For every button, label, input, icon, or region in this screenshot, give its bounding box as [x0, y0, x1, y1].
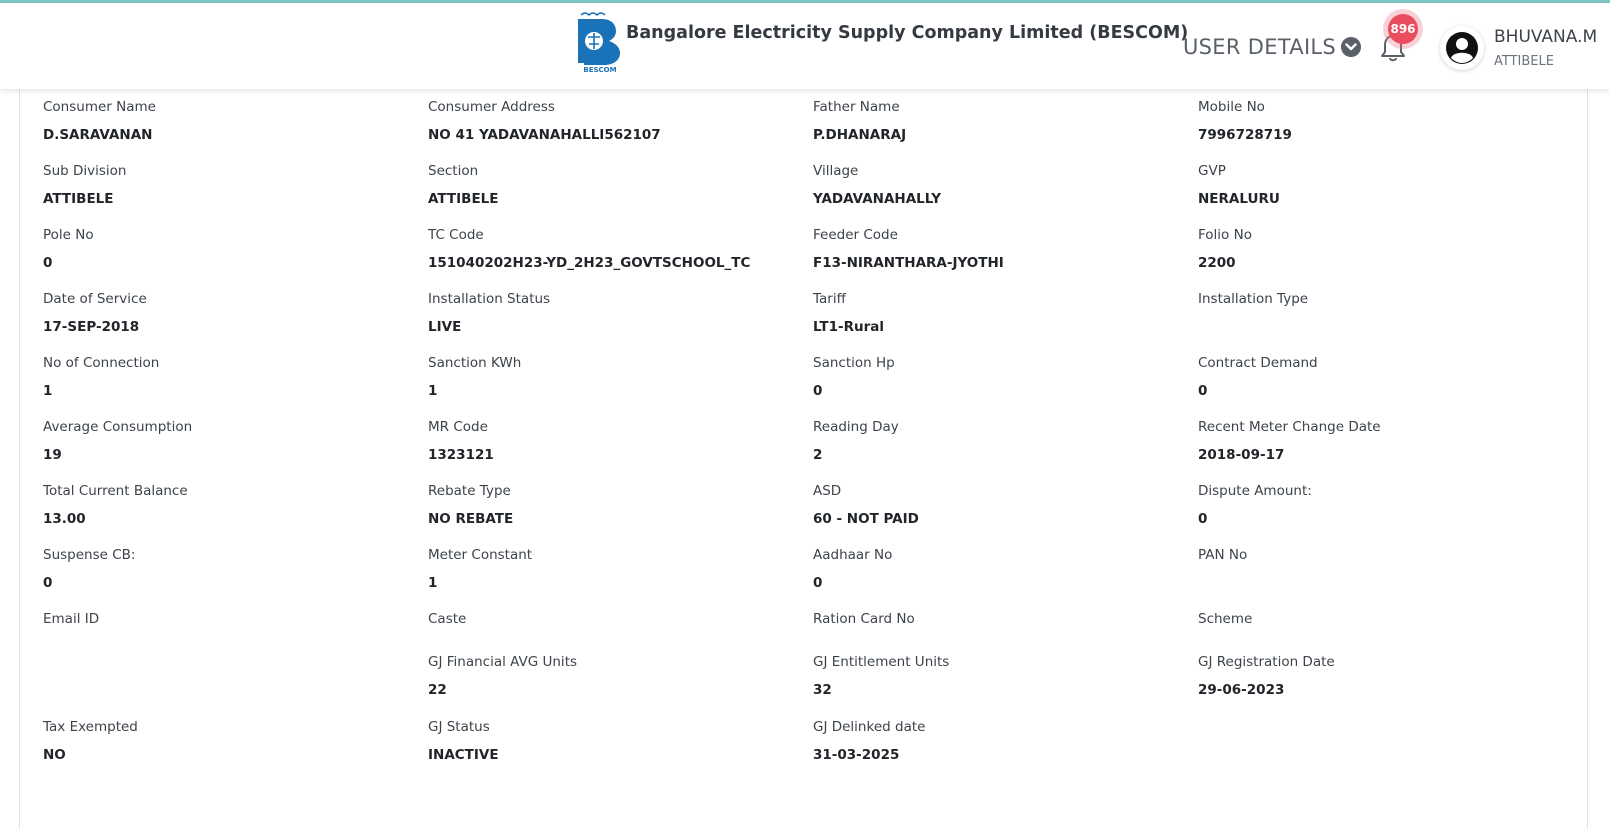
field-value: 0: [813, 383, 823, 399]
field-reading-day: [813, 417, 1193, 465]
field-value: NERALURU: [1198, 191, 1280, 207]
field-consumer-name: [43, 97, 423, 145]
field-value: 22: [428, 682, 447, 698]
field-label: Village: [813, 163, 859, 179]
field-scheme: [1198, 609, 1578, 657]
field-label: ASD: [813, 483, 842, 499]
user-location: ATTIBELE: [1494, 54, 1554, 69]
field-father-name: [813, 97, 1193, 145]
field-label: Tariff: [813, 291, 846, 307]
field-value: 0: [1198, 383, 1208, 399]
field-label: Feeder Code: [813, 227, 898, 243]
field-value: [1198, 317, 1578, 337]
field-sanction-hp: [813, 353, 1193, 401]
details-row: [43, 481, 1583, 545]
field-value: 0: [43, 575, 53, 591]
field-value: 60 - NOT PAID: [813, 511, 919, 527]
field-label: Sanction Hp: [813, 355, 895, 371]
field-value: 2: [813, 447, 823, 463]
field-aadhaar-no: [813, 545, 1193, 593]
field-mobile-no: [1198, 97, 1578, 145]
field-value: 29-06-2023: [1198, 682, 1285, 698]
field-date-of-service: [43, 289, 423, 337]
field-label: TC Code: [428, 227, 484, 243]
field-consumer-address: [428, 97, 808, 145]
field-average-consumption: [43, 417, 423, 465]
field-value: 31-03-2025: [813, 747, 900, 763]
field-label: Sanction KWh: [428, 355, 522, 371]
details-row: [43, 717, 1583, 781]
details-row: [43, 417, 1583, 481]
field-label: Aadhaar No: [813, 547, 893, 563]
field-label: GJ Delinked date: [813, 719, 926, 735]
field-empty: [43, 652, 423, 700]
field-value: 7996728719: [1198, 127, 1292, 143]
field-label: Pole No: [43, 227, 94, 243]
field-value: 0: [813, 575, 823, 591]
field-label: Total Current Balance: [43, 483, 188, 499]
field-gj-status: [428, 717, 808, 765]
field-value: 1323121: [428, 447, 494, 463]
user-details-label: USER DETAILS: [1183, 35, 1337, 59]
field-value: [1198, 573, 1578, 593]
field-sanction-kwh: [428, 353, 808, 401]
field-value: 19: [43, 447, 62, 463]
details-row: [43, 289, 1583, 353]
details-row: [43, 353, 1583, 417]
field-value: 0: [1198, 511, 1208, 527]
field-installation-status: [428, 289, 808, 337]
field-email-id: [43, 609, 423, 657]
field-ration-card-no: [813, 609, 1193, 657]
field-tax-exempted: [43, 717, 423, 765]
field-gj-registration-date: [1198, 652, 1578, 700]
field-label: Consumer Name: [43, 99, 156, 115]
field-value: INACTIVE: [428, 747, 499, 763]
field-folio-no: [1198, 225, 1578, 273]
field-sub-division: [43, 161, 423, 209]
chevron-down-icon: [1341, 37, 1361, 57]
field-value: ATTIBELE: [428, 191, 499, 207]
bescom-logo: [578, 11, 622, 73]
field-value: 151040202H23-YD_2H23_GOVTSCHOOL_TC: [428, 255, 751, 271]
field-empty: [1198, 717, 1578, 765]
field-label: Section: [428, 163, 479, 179]
field-value: 2200: [1198, 255, 1236, 271]
field-value: 17-SEP-2018: [43, 319, 140, 335]
field-total-current-balance: [43, 481, 423, 529]
field-pan-no: [1198, 545, 1578, 593]
field-value: 2018-09-17: [1198, 447, 1285, 463]
details-row: [43, 225, 1583, 289]
field-tc-code: [428, 225, 808, 273]
field-label: Caste: [428, 611, 467, 627]
field-feeder-code: [813, 225, 1193, 273]
field-label: Installation Status: [428, 291, 551, 307]
field-value: 1: [428, 575, 438, 591]
field-label: Tax Exempted: [43, 719, 138, 735]
field-label: MR Code: [428, 419, 488, 435]
field-label: Consumer Address: [428, 99, 555, 115]
field-label: GJ Entitlement Units: [813, 654, 950, 670]
field-tariff: [813, 289, 1193, 337]
field-value: 1: [428, 383, 438, 399]
field-value: [43, 680, 423, 700]
avatar[interactable]: [1440, 26, 1484, 70]
field-value: D.SARAVANAN: [43, 127, 153, 143]
field-value: NO: [43, 747, 66, 763]
field-value: LT1-Rural: [813, 319, 884, 335]
field-label: GVP: [1198, 163, 1226, 179]
details-row: [43, 161, 1583, 225]
user-details-dropdown[interactable]: [1183, 35, 1361, 59]
field-value: 1: [43, 383, 53, 399]
field-label: GJ Registration Date: [1198, 654, 1335, 670]
field-value: NO 41 YADAVANAHALLI562107: [428, 127, 661, 143]
field-meter-constant: [428, 545, 808, 593]
field-label: GJ Financial AVG Units: [428, 654, 578, 670]
details-row: [43, 652, 1583, 717]
field-section: [428, 161, 808, 209]
field-label: Meter Constant: [428, 547, 533, 563]
field-value: NO REBATE: [428, 511, 514, 527]
notification-count-badge[interactable]: 896: [1388, 14, 1418, 44]
field-recent-meter-change-date: [1198, 417, 1578, 465]
field-label: Father Name: [813, 99, 900, 115]
field-label: Reading Day: [813, 419, 899, 435]
app-header: [0, 3, 1610, 89]
field-label: Installation Type: [1198, 291, 1309, 307]
field-dispute-amount: [1198, 481, 1578, 529]
field-label: No of Connection: [43, 355, 160, 371]
field-suspense-cb: [43, 545, 423, 593]
field-village: [813, 161, 1193, 209]
company-name: Bangalore Electricity Supply Company Limited (BESCOM): [626, 23, 1189, 43]
field-gj-delinked-date: [813, 717, 1193, 765]
field-label: Suspense CB:: [43, 547, 136, 563]
field-label: Recent Meter Change Date: [1198, 419, 1381, 435]
details-row: [43, 609, 1583, 652]
field-label: Mobile No: [1198, 99, 1265, 115]
field-value: 13.00: [43, 511, 86, 527]
field-contract-demand: [1198, 353, 1578, 401]
field-label: Sub Division: [43, 163, 127, 179]
consumer-details-grid: [43, 97, 1583, 781]
field-gj-financial-avg-units: [428, 652, 808, 700]
field-label: [43, 652, 423, 672]
field-label: Contract Demand: [1198, 355, 1318, 371]
field-value: LIVE: [428, 319, 462, 335]
field-label: Date of Service: [43, 291, 147, 307]
user-avatar-icon: [1446, 32, 1478, 64]
field-label: Rebate Type: [428, 483, 511, 499]
field-value: 32: [813, 682, 832, 698]
field-pole-no: [43, 225, 423, 273]
field-label: GJ Status: [428, 719, 490, 735]
field-label: Average Consumption: [43, 419, 193, 435]
field-label: Scheme: [1198, 611, 1253, 627]
field-gvp: [1198, 161, 1578, 209]
user-name: BHUVANA.M: [1494, 27, 1598, 47]
field-asd: [813, 481, 1193, 529]
field-value: [1198, 745, 1578, 765]
field-caste: [428, 609, 808, 657]
details-row: [43, 97, 1583, 161]
field-label: [1198, 717, 1578, 737]
field-rebate-type: [428, 481, 808, 529]
field-label: Ration Card No: [813, 611, 915, 627]
logo-text: BESCOM: [583, 66, 617, 73]
field-value: F13-NIRANTHARA-JYOTHI: [813, 255, 1004, 271]
field-value: 0: [43, 255, 53, 271]
field-value: ATTIBELE: [43, 191, 114, 207]
details-row: [43, 545, 1583, 609]
field-label: Dispute Amount:: [1198, 483, 1312, 499]
field-gj-entitlement-units: [813, 652, 1193, 700]
field-installation-type: [1198, 289, 1578, 337]
field-label: Folio No: [1198, 227, 1252, 243]
field-label: Email ID: [43, 611, 100, 627]
field-value: P.DHANARAJ: [813, 127, 907, 143]
field-mr-code: [428, 417, 808, 465]
field-value: YADAVANAHALLY: [813, 191, 942, 207]
field-label: PAN No: [1198, 547, 1248, 563]
field-no-of-connection: [43, 353, 423, 401]
